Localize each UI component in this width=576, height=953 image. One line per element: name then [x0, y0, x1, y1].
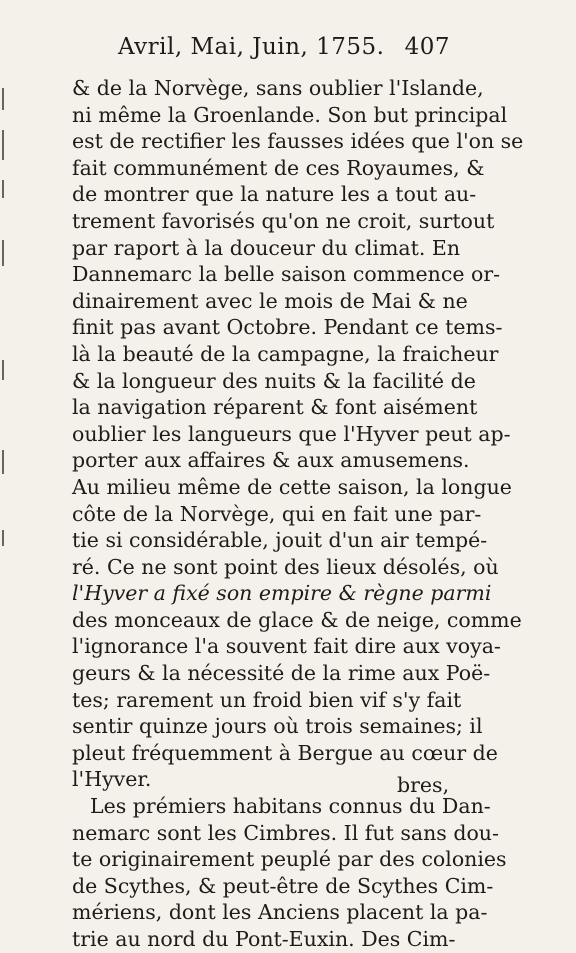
running-title: Avril, Mai, Juin, 1755.	[118, 34, 385, 60]
text-line: ni même la Groenlande. Son but principal	[72, 102, 508, 127]
body-text	[72, 75, 524, 953]
text-line: est de rectifier les fausses idées que l'on se	[72, 129, 524, 154]
text-line: oublier les langueurs que l'Hyver peut ap-	[72, 421, 511, 446]
text-line: Au milieu même de cette saison, la longue	[72, 474, 512, 499]
text-line: finit pas avant Octobre. Pendant ce tems-	[72, 315, 503, 340]
text-line: geurs & la nécessité de la rime aux Poë-	[72, 661, 491, 686]
text-line: ré. Ce ne sont point des lieux désolés, où	[72, 554, 499, 579]
text-line: & la longueur des nuits & la facilité de	[72, 368, 476, 393]
text-line: te originairement peuplé par des colonies	[72, 847, 507, 872]
text-line: côte de la Norvège, qui en fait une par-	[72, 501, 482, 526]
text-line: la navigation réparent & font aisément	[72, 395, 478, 420]
page-number: 407	[404, 34, 450, 60]
text-line: nemarc sont les Cimbres. Il fut sans dou-	[72, 820, 499, 845]
text-line: Dannemarc la belle saison commence or-	[72, 262, 501, 287]
text-line: l'Hyver a fixé son empire & règne parmi	[72, 581, 492, 606]
catchword: bres,	[397, 773, 450, 797]
text-line: là la beauté de la campagne, la fraicheur	[72, 341, 499, 366]
text-line: tes; rarement un froid bien vif s'y fait	[72, 687, 462, 712]
text-line: Les prémiers habitans connus du Dan-	[90, 794, 491, 819]
text-line: mériens, dont les Anciens placent la pa-	[72, 900, 488, 925]
text-line: trement favorisés qu'on ne croit, surtout	[72, 208, 495, 233]
running-header	[100, 34, 450, 70]
text-line: par raport à la douceur du climat. En	[72, 235, 461, 260]
text-line: de Scythes, & peut-être de Scythes Cim-	[72, 873, 494, 898]
text-line: tie si considérable, jouit d'un air tempé-	[72, 528, 488, 553]
text-line: trie au nord du Pont-Euxin. Des Cim-	[72, 927, 456, 951]
text-line: l'Hyver.	[72, 767, 152, 792]
text-line: pleut fréquemment à Bergue au cœur de	[72, 740, 498, 765]
text-line: sentir quinze jours où trois semaines; il	[72, 714, 483, 739]
text-line: des monceaux de glace & de neige, comme	[72, 607, 522, 632]
text-line: & de la Norvège, sans oublier l'Islande,	[72, 76, 484, 100]
text-line: de montrer que la nature les a tout au-	[72, 182, 477, 207]
text-line: fait communément de ces Royaumes, &	[72, 155, 485, 180]
text-line: dinairement avec le mois de Mai & ne	[72, 288, 468, 313]
text-line: l'ignorance l'a souvent fait dire aux voya-	[72, 634, 501, 659]
text-line: porter aux affaires & aux amusemens.	[72, 448, 470, 473]
binding-edge-marks	[0, 60, 20, 620]
